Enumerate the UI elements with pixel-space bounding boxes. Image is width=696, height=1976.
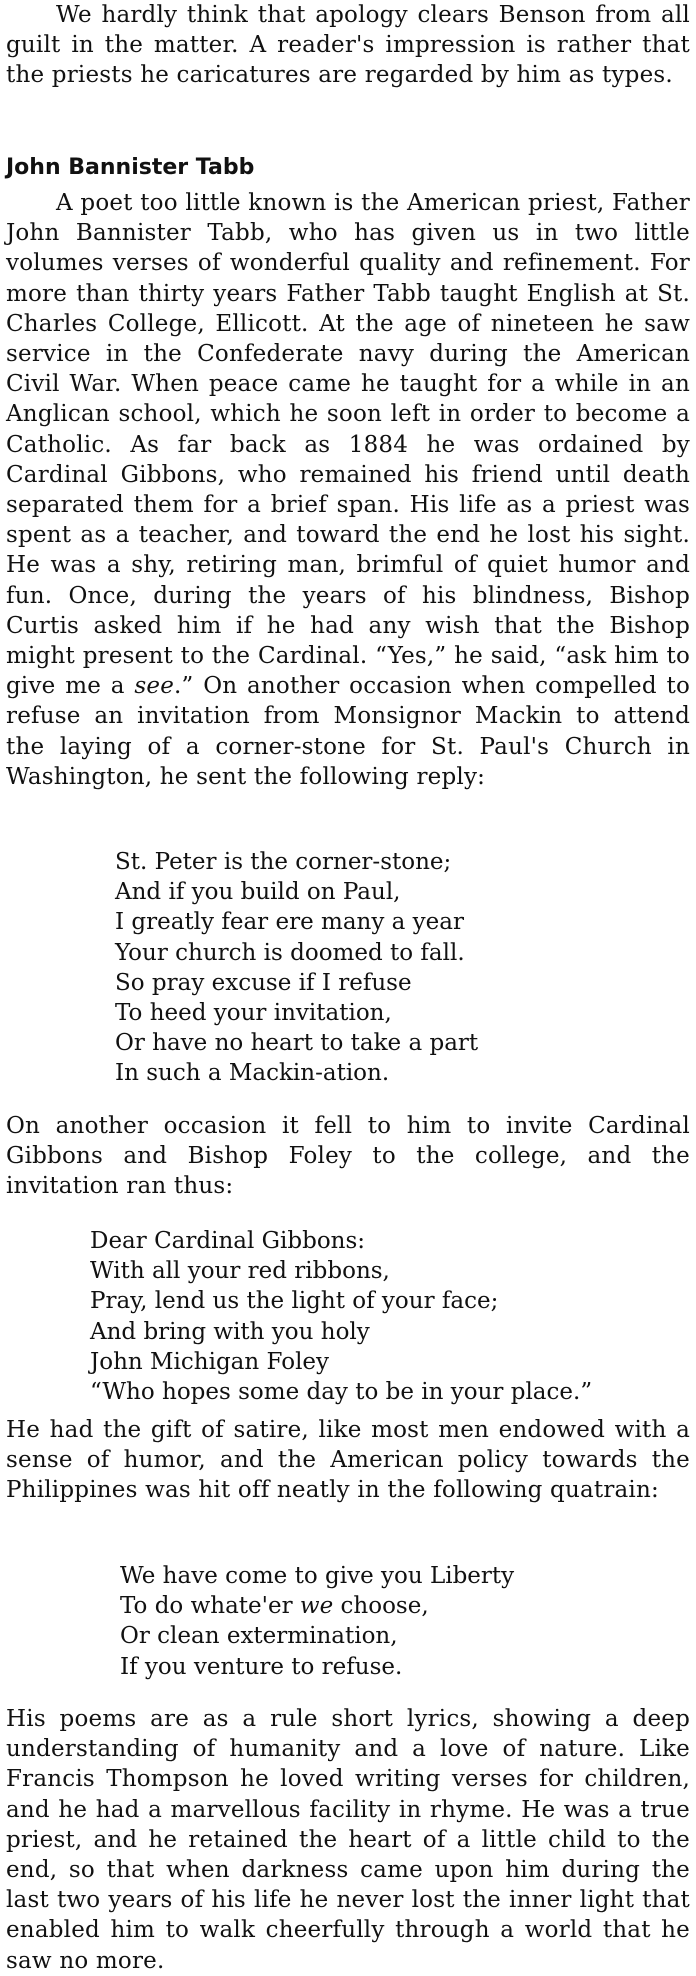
poem-line: Or clean extermination, bbox=[120, 1623, 398, 1650]
biography-paragraph bbox=[6, 188, 690, 792]
poem-line: We have come to give you Liberty bbox=[120, 1563, 515, 1589]
intro-paragraph: We hardly think that apology clears Benson from all guilt in the matter. A reader's impression is rather that the priests he caricatures are regarded by him as types. bbox=[6, 2, 690, 89]
poem-cornerstone bbox=[115, 847, 478, 1089]
poem-line: Or have no heart to take a part bbox=[115, 1030, 479, 1057]
poem-invitation bbox=[90, 1226, 592, 1407]
section-heading: John Bannister Tabb bbox=[6, 155, 255, 180]
poem-quatrain bbox=[120, 1561, 514, 1682]
poem-line-start: To do whate'er bbox=[120, 1593, 300, 1620]
poem-line-end: choose, bbox=[333, 1593, 429, 1620]
poem-line: If you venture to refuse. bbox=[120, 1653, 403, 1680]
poem-line: Dear Cardinal Gibbons: bbox=[90, 1228, 366, 1254]
poem-line: St. Peter is the corner-stone; bbox=[115, 849, 452, 875]
satire-paragraph: He had the gift of satire, like most men endowed with a sense of humor, and the American policy towards the Philippines was hit off neatly in the following quatrain: bbox=[6, 1417, 690, 1504]
biography-italic-word: see bbox=[134, 673, 175, 700]
poem-line: In such a Mackin-ation. bbox=[115, 1060, 390, 1087]
poem-line: Pray, lend us the light of your face; bbox=[90, 1288, 499, 1315]
biography-text-end: .” On another occasion when compelled to refuse an invitation from Monsignor Mackin to attend the laying of a corner-stone for St. Paul's Church in Washington, he sent the following reply: bbox=[6, 673, 690, 790]
biography-text-start: A poet too little known is the American priest, Father John Bannister Tabb, who has given us in two little volumes verses of wonderful quality and refinement. For more than thirty years Father Tabb taught English at St. Charles College, Ellicott. At the age of nineteen he saw service in the Confederate navy during the American Civil War. When peace came he taught for a while in an Anglican school, which he soon left in order to become a Catholic. As far back as 1884 he was ordained by Cardinal Gibbons, who remained his friend until death separated them for a brief span. His life as a priest was spent as a teacher, and toward the end he lost his sight. He was a shy, retiring man, brimful of quiet humor and fun. Once, during the years of his blindness, Bishop Curtis asked him if he had any wish that the Bishop might present to the Cardinal. “Yes,” he said, “ask him to give me a bbox=[6, 190, 690, 700]
poem-line bbox=[120, 1591, 514, 1621]
poem-line: With all your red ribbons, bbox=[90, 1258, 390, 1285]
poem-line: To heed your invitation, bbox=[115, 1000, 392, 1027]
invitation-paragraph: On another occasion it fell to him to invite Cardinal Gibbons and Bishop Foley to the college, and the invitation ran thus: bbox=[6, 1113, 690, 1200]
closing-paragraph: His poems are as a rule short lyrics, showing a deep understanding of humanity and a love of nature. Like Francis Thompson he loved writing verses for children, and he had a marvellous facility in rhyme. He was a true priest, and he retained the heart of a little child to the end, so that when darkness came upon him during the last two years of his life he never lost the inner light that enabled him to walk cheerfully through a world that he saw no more. bbox=[6, 1706, 690, 1974]
poem-line: And bring with you holy bbox=[90, 1318, 370, 1345]
poem-italic-word: we bbox=[299, 1593, 334, 1620]
poem-line: Your church is doomed to fall. bbox=[115, 939, 465, 966]
poem-line: John Michigan Foley bbox=[90, 1348, 330, 1375]
poem-line: So pray excuse if I refuse bbox=[115, 969, 412, 996]
poem-line: I greatly fear ere many a year bbox=[115, 909, 464, 936]
poem-line: And if you build on Paul, bbox=[115, 879, 401, 906]
poem-line: “Who hopes some day to be in your place.” bbox=[90, 1379, 593, 1406]
